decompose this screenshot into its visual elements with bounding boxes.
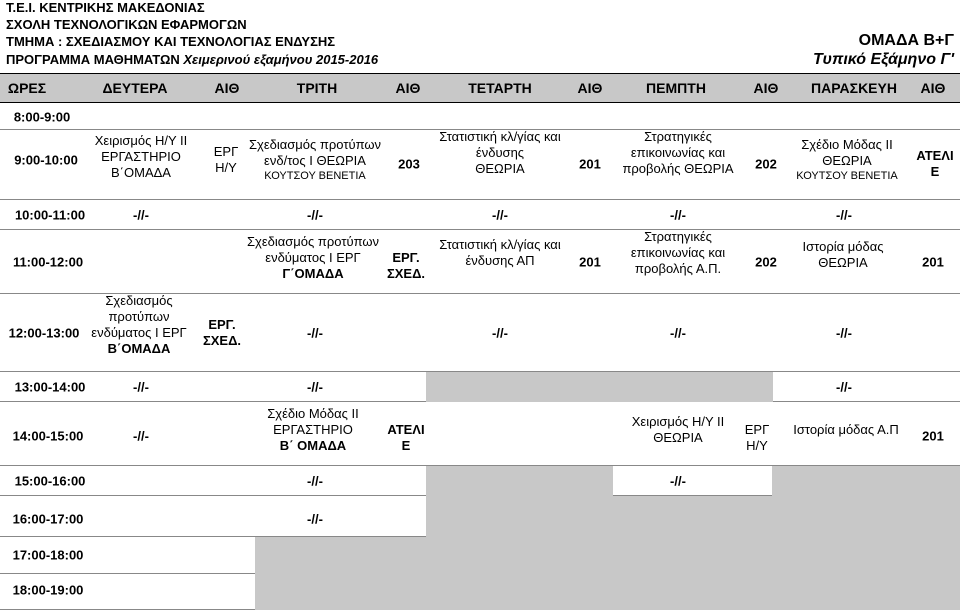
- repeat-mark: -//-: [133, 207, 149, 223]
- department-name: ΤΜΗΜΑ : ΣΧΕΔΙΑΣΜΟΥ ΚΑΙ ΤΕΧΝΟΛΟΓΙΑΣ ΕΝΔΥΣΗΣ: [6, 34, 336, 49]
- course-fri-14: [793, 422, 899, 438]
- thursday-room-header: ΑΙΘ: [753, 80, 779, 96]
- friday-header: ΠΑΡΑΣΚΕΥΗ: [811, 80, 897, 96]
- course-wed-09: [439, 129, 560, 177]
- time-slot: 14:00-15:00: [12, 428, 84, 444]
- room-wed-09: 201: [579, 156, 601, 172]
- course-title: Σχέδιο Μόδας ΙΙ: [801, 137, 893, 152]
- course-type: ΘΕΩΡΙΑ: [475, 161, 525, 176]
- time-slot: 17:00-18:00: [12, 547, 84, 563]
- program-title: [6, 52, 378, 68]
- time-slot: 16:00-17:00: [12, 511, 84, 527]
- course-title: Χειρισμός Η/Υ ΙΙ: [631, 414, 725, 429]
- course-group: Γ΄ΟΜΑΔΑ: [282, 266, 344, 281]
- course-title-cont: επικοινωνίας και: [630, 145, 726, 160]
- room-label: ΕΡΓ: [744, 422, 770, 437]
- room-label: ΕΡΓ.: [208, 317, 236, 332]
- course-tue-11: [247, 234, 379, 282]
- room-label: Η/Υ: [746, 438, 768, 453]
- time-slot: 12:00-13:00: [8, 325, 80, 341]
- room-wed-11: 201: [579, 254, 601, 270]
- course-type: ΘΕΩΡΙΑ: [653, 430, 703, 445]
- monday-header: ΔΕΥΤΕΡΑ: [102, 80, 168, 96]
- time-slot: 9:00-10:00: [14, 152, 78, 168]
- row-08: [0, 103, 960, 130]
- course-title-type: προβολής ΘΕΩΡΙΑ: [622, 161, 734, 176]
- course-title: Σχέδιο Μόδας ΙΙ: [267, 406, 359, 421]
- course-type: ενδ/τος Ι ΘΕΩΡΙΑ: [264, 153, 366, 168]
- repeat-mark: -//-: [670, 325, 686, 341]
- room-mon-09: [214, 144, 239, 176]
- friday-room-header: ΑΙΘ: [920, 80, 946, 96]
- empty-slot-wed-thu-13: [426, 372, 773, 402]
- monday-room-header: ΑΙΘ: [214, 80, 240, 96]
- course-title: Σχεδιασμός: [105, 293, 173, 308]
- thursday-header: ΠΕΜΠΤΗ: [646, 80, 706, 96]
- room-label: ΕΡΓ: [213, 144, 239, 159]
- course-mon-09: [95, 133, 188, 181]
- empty-slot-fri-15: [772, 466, 960, 496]
- semester-period: Χειμερινού εξαμήνου 2015-2016: [183, 52, 379, 67]
- course-title: Ιστορία μόδας: [802, 239, 884, 254]
- course-group: Β΄ ΟΜΑΔΑ: [279, 438, 347, 453]
- room-tue-09: 203: [398, 156, 420, 172]
- course-title: Σχεδιασμός προτύπων: [248, 137, 382, 152]
- room-fri-11: 201: [922, 254, 944, 270]
- course-thu-09: [622, 129, 733, 177]
- time-slot: 15:00-16:00: [14, 473, 86, 489]
- day-header-bar: [0, 73, 960, 103]
- course-group: Β΄ΟΜΑΔΑ: [107, 341, 171, 356]
- repeat-mark: -//-: [670, 207, 686, 223]
- repeat-mark: -//-: [492, 325, 508, 341]
- room-thu-14: [745, 422, 770, 454]
- time-slot: 8:00-9:00: [13, 109, 71, 125]
- course-fri-11: [803, 239, 884, 271]
- semester-title: Τυπικό Εξάμηνο Γ': [813, 51, 954, 68]
- course-instructor: ΚΟΥΤΣΟΥ ΒΕΝΕΤΙΑ: [264, 170, 366, 182]
- time-slot: 10:00-11:00: [14, 207, 86, 223]
- course-type: ΕΡΓΑΣΤΗΡΙΟ: [273, 422, 353, 437]
- room-label: Η/Υ: [215, 160, 237, 175]
- repeat-mark: -//-: [492, 207, 508, 223]
- room-label: ΑΤΕΛΙ: [916, 148, 954, 163]
- course-title: Ιστορία μόδας Α.Π: [793, 422, 899, 437]
- course-title: Στρατηγικές: [644, 229, 712, 244]
- group-title: ΟΜΑΔΑ Β+Γ: [858, 32, 954, 49]
- empty-slot-tue-fri-18: [255, 574, 960, 610]
- course-title-cont: ενδύματος Ι ΕΡΓ: [265, 250, 361, 265]
- time-slot: 18:00-19:00: [12, 582, 84, 598]
- repeat-mark: -//-: [307, 511, 323, 527]
- course-mon-12: [91, 293, 186, 357]
- tuesday-header: ΤΡΙΤΗ: [296, 80, 338, 96]
- room-tue-14: [387, 422, 424, 454]
- empty-slot-tue-fri-17: [255, 537, 960, 574]
- course-title-cont: ένδυσης: [475, 145, 525, 160]
- wednesday-room-header: ΑΙΘ: [577, 80, 603, 96]
- repeat-mark: -//-: [836, 325, 852, 341]
- program-label: ΠΡΟΓΡΑΜΜΑ ΜΑΘΗΜΑΤΩΝ: [6, 52, 184, 67]
- course-tue-09: [249, 137, 381, 183]
- room-label: Ε: [401, 438, 411, 453]
- repeat-mark: -//-: [307, 325, 323, 341]
- empty-slot-wed-fri-16: [426, 496, 960, 537]
- repeat-mark: -//-: [670, 473, 686, 489]
- room-fri-14: 201: [922, 428, 944, 444]
- course-thu-11: [631, 229, 725, 277]
- room-label: ΣΧΕΔ.: [202, 333, 242, 348]
- repeat-mark: -//-: [307, 473, 323, 489]
- room-tue-11: [387, 250, 425, 282]
- time-slot: 13:00-14:00: [14, 379, 86, 395]
- hours-header: ΩΡΕΣ: [7, 80, 47, 96]
- room-thu-11: 202: [755, 254, 777, 270]
- course-title-cont: ενδύματος Ι ΕΡΓ: [91, 325, 187, 340]
- course-fri-09: [796, 137, 898, 183]
- course-title-cont: προτύπων: [108, 309, 170, 324]
- room-label: ΑΤΕΛΙ: [387, 422, 425, 437]
- course-title: Χειρισμός Η/Υ ΙΙ: [94, 133, 188, 148]
- repeat-mark: -//-: [836, 207, 852, 223]
- course-title: Στατιστική κλ/γίας και: [439, 237, 561, 252]
- course-group: Β΄ΟΜΑΔΑ: [111, 165, 171, 180]
- room-mon-12: [203, 317, 241, 349]
- time-slot: 11:00-12:00: [12, 254, 84, 270]
- course-tue-14: [267, 406, 359, 454]
- course-instructor: ΚΟΥΤΣΟΥ ΒΕΝΕΤΙΑ: [796, 170, 898, 182]
- repeat-mark: -//-: [133, 428, 149, 444]
- repeat-mark: -//-: [307, 379, 323, 395]
- room-label: ΣΧΕΔ.: [386, 266, 426, 281]
- course-title-cont: ένδυσης ΑΠ: [465, 253, 535, 268]
- course-thu-14: [632, 414, 725, 446]
- empty-slot-wed-15: [426, 466, 613, 496]
- course-wed-11: [439, 237, 560, 269]
- room-fri-09: [916, 148, 953, 180]
- wednesday-header: ΤΕΤΑΡΤΗ: [468, 80, 532, 96]
- room-label: Ε: [930, 164, 940, 179]
- school-name: ΣΧΟΛΗ ΤΕΧΝΟΛΟΓΙΚΩΝ ΕΦΑΡΜΟΓΩΝ: [6, 17, 247, 32]
- course-title: Σχεδιασμός προτύπων: [246, 234, 380, 249]
- room-label: ΕΡΓ.: [392, 250, 420, 265]
- course-type: ΘΕΩΡΙΑ: [822, 153, 872, 168]
- room-thu-09: 202: [755, 156, 777, 172]
- course-title-cont: επικοινωνίας και: [630, 245, 726, 260]
- course-type: προβολής Α.Π.: [634, 261, 722, 276]
- course-title: Στρατηγικές: [644, 129, 712, 144]
- repeat-mark: -//-: [836, 379, 852, 395]
- course-type: ΘΕΩΡΙΑ: [818, 255, 868, 270]
- repeat-mark: -//-: [307, 207, 323, 223]
- course-type: ΕΡΓΑΣΤΗΡΙΟ: [101, 149, 181, 164]
- tuesday-room-header: ΑΙΘ: [395, 80, 421, 96]
- course-title: Στατιστική κλ/γίας και: [439, 129, 561, 144]
- institution-name: Τ.Ε.Ι. ΚΕΝΤΡΙΚΗΣ ΜΑΚΕΔΟΝΙΑΣ: [6, 0, 205, 15]
- repeat-mark: -//-: [133, 379, 149, 395]
